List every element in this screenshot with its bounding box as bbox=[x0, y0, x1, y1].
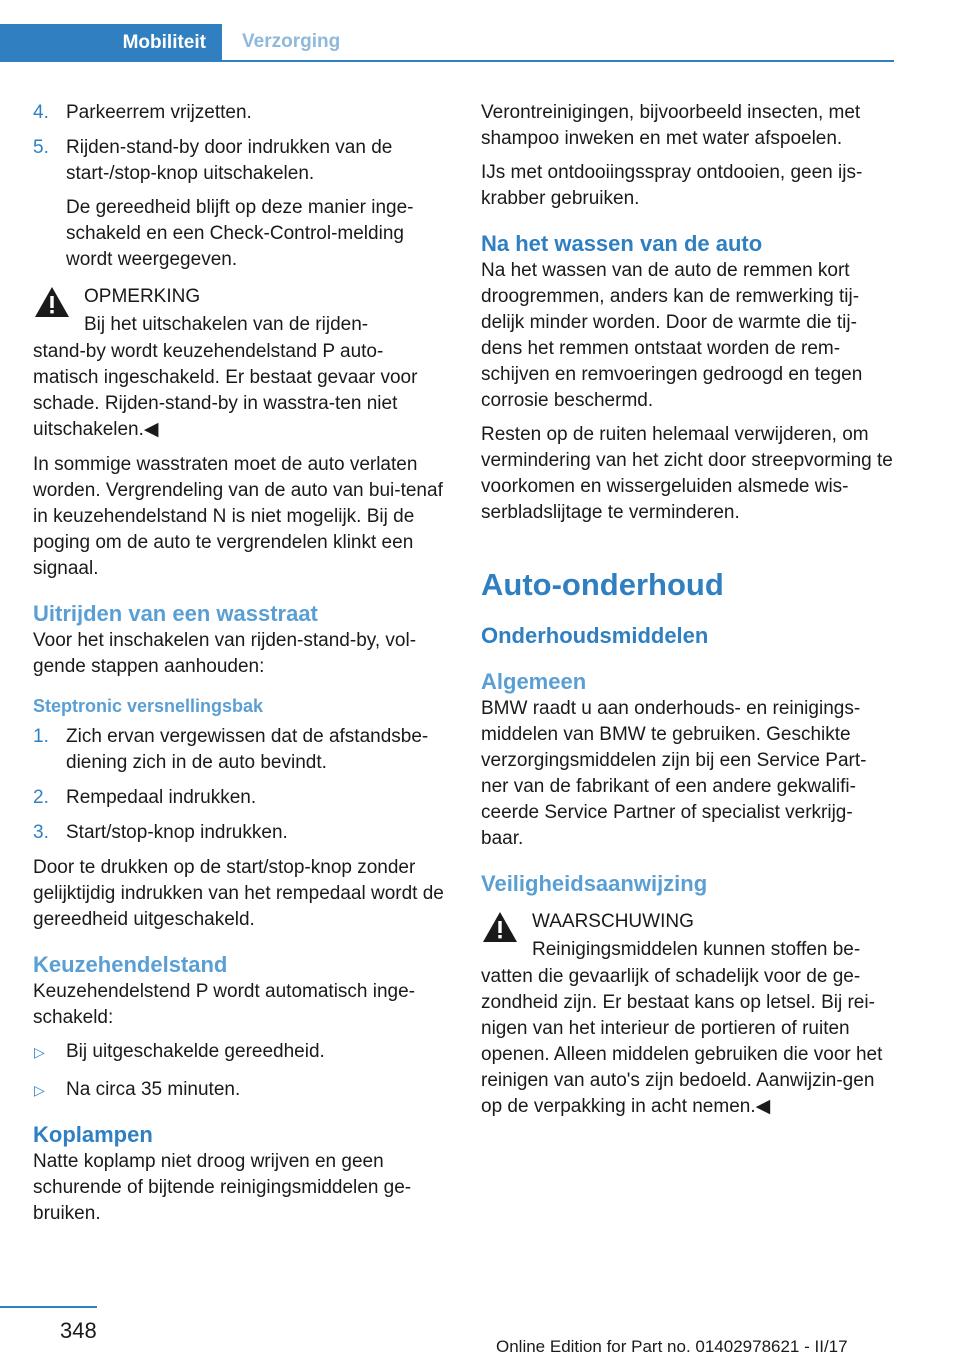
left-column bbox=[33, 100, 445, 1235]
heading-koplampen: Koplampen bbox=[33, 1122, 153, 1147]
bullet-text: Bij uitgeschakelde gereedheid. bbox=[66, 1041, 325, 1062]
step-number: 2. bbox=[33, 787, 49, 808]
step-number: 4. bbox=[33, 102, 49, 123]
heading-uitrijden: Uitrijden van een wasstraat bbox=[33, 601, 318, 626]
warning-body: vatten die gevaarlijk of schadelijk voor de ge-zondheid zijn. Er bestaat kans op letsel. Bij rei-nigen van het interieur de portieren of ruiten openen. Alleen middelen gebruiken die voor het reinigen van auto's zijn bedoeld. Aanwijzin-gen op de verpakking in acht nemen.◀ bbox=[481, 966, 883, 1117]
notice-title: OPMERKING bbox=[84, 286, 201, 307]
warning-first-line: Reinigingsmiddelen kunnen stoffen be- bbox=[532, 939, 861, 960]
heading-auto-onderhoud: Auto-onderhoud bbox=[481, 567, 724, 602]
step-text: Rempedaal indrukken. bbox=[66, 787, 257, 808]
step-3 bbox=[33, 820, 445, 846]
bullet-text: Na circa 35 minuten. bbox=[66, 1079, 241, 1100]
step-text: Rijden-stand-by door indrukken van de start-/stop-knop uitschakelen. bbox=[66, 137, 393, 184]
step-number: 3. bbox=[33, 822, 49, 843]
step-number: 5. bbox=[33, 137, 49, 158]
warning-triangle-icon bbox=[481, 909, 519, 945]
right-column bbox=[481, 100, 893, 1128]
warning-box bbox=[481, 908, 893, 1120]
step-text: Parkeerrem vrijzetten. bbox=[66, 102, 252, 123]
heading-keuzehendelstand: Keuzehendelstand bbox=[33, 952, 228, 977]
paragraph: Resten op de ruiten helemaal verwijderen, om vermindering van het zicht door streepvorming te voorkomen en wissergeluiden alsmede wis-serbladslijtage te verminderen. bbox=[481, 424, 893, 523]
warning-title: WAARSCHUWING bbox=[532, 911, 694, 932]
paragraph: Keuzehendelstend P wordt automatisch inge-schakeld: bbox=[33, 981, 416, 1028]
step-subtext: De gereedheid blijft op deze manier inge-schakeld en een Check-Control-melding wordt weergegeven. bbox=[66, 197, 414, 270]
step-text: Start/stop-knop indrukken. bbox=[66, 822, 288, 843]
header-rule bbox=[0, 60, 894, 62]
bullet-item bbox=[33, 1039, 445, 1065]
triangle-bullet-icon: ▷ bbox=[34, 1044, 45, 1060]
paragraph: Door te drukken op de start/stop-knop zonder gelijktijdig indrukken van het rempedaal wordt de gereedheid uitgeschakeld. bbox=[33, 857, 444, 930]
footer-rule bbox=[0, 1306, 97, 1308]
tab-verzorging[interactable] bbox=[222, 24, 340, 60]
notice-body: stand-by wordt keuzehendelstand P auto-matisch ingeschakeld. Er bestaat gevaar voor schade. Rijden-stand-by in wasstra-ten niet uitschakelen.◀ bbox=[33, 341, 418, 440]
paragraph: IJs met ontdooiingsspray ontdooien, geen ijs-krabber gebruiken. bbox=[481, 162, 863, 209]
paragraph: Verontreinigingen, bijvoorbeeld insecten, met shampoo inweken en met water afspoelen. bbox=[481, 102, 861, 149]
warning-triangle-icon bbox=[33, 284, 71, 320]
paragraph: Voor het inschakelen van rijden-stand-by, vol-gende stappen aanhouden: bbox=[33, 630, 417, 677]
paragraph: Natte koplamp niet droog wrijven en geen schurende of bijtende reinigingsmiddelen ge-bruiken. bbox=[33, 1151, 412, 1224]
footer-edition: Online Edition for Part no. 01402978621 - II/17 bbox=[496, 1337, 848, 1356]
paragraph: Na het wassen van de auto de remmen kort droogremmen, anders kan de remwerking tij-delijk minder worden. Door de warmte die tij-dens het remmen ontstaat worden de rem-schijven en remvoeringen gedroogd en tegen corrosie beschermd. bbox=[481, 260, 863, 411]
step-5 bbox=[33, 135, 445, 443]
step-text: Zich ervan vergewissen dat de afstandsbe-diening zich in de auto bevindt. bbox=[66, 726, 429, 773]
triangle-bullet-icon: ▷ bbox=[34, 1082, 45, 1098]
step-1 bbox=[33, 724, 445, 776]
notice-first-line: Bij het uitschakelen van de rijden- bbox=[84, 314, 369, 335]
header-tabs bbox=[0, 24, 894, 62]
heading-algemeen: Algemeen bbox=[481, 669, 587, 694]
heading-onderhoudsmiddelen: Onderhoudsmiddelen bbox=[481, 623, 709, 648]
heading-na-het-wassen: Na het wassen van de auto bbox=[481, 231, 763, 256]
heading-veiligheidsaanwijzing: Veiligheidsaanwijzing bbox=[481, 871, 708, 896]
notice-box bbox=[33, 283, 445, 443]
paragraph: BMW raadt u aan onderhouds- en reinigings-middelen van BMW te gebruiken. Geschikte verzorgingsmiddelen zijn bij een Service Part-ner van de fabrikant of een andere gekwalifi-ceerde Service Partner of specialist verkrijg-baar. bbox=[481, 698, 867, 849]
tab-mobiliteit-label: Mobiliteit bbox=[122, 32, 206, 53]
tab-verzorging-label: Verzorging bbox=[242, 31, 341, 52]
bullet-item bbox=[33, 1077, 445, 1103]
paragraph: In sommige wasstraten moet de auto verlaten worden. Vergrendeling van de auto van bui-tenaf in keuzehendelstand N is niet mogelijk. Bij de poging om de auto te vergrendelen klinkt een signaal. bbox=[33, 454, 443, 579]
tab-mobiliteit[interactable] bbox=[0, 24, 222, 62]
heading-steptronic: Steptronic versnellingsbak bbox=[33, 696, 264, 716]
step-2 bbox=[33, 785, 445, 811]
page-number: 348 bbox=[60, 1318, 97, 1343]
step-4 bbox=[33, 100, 445, 126]
step-number: 1. bbox=[33, 726, 49, 747]
